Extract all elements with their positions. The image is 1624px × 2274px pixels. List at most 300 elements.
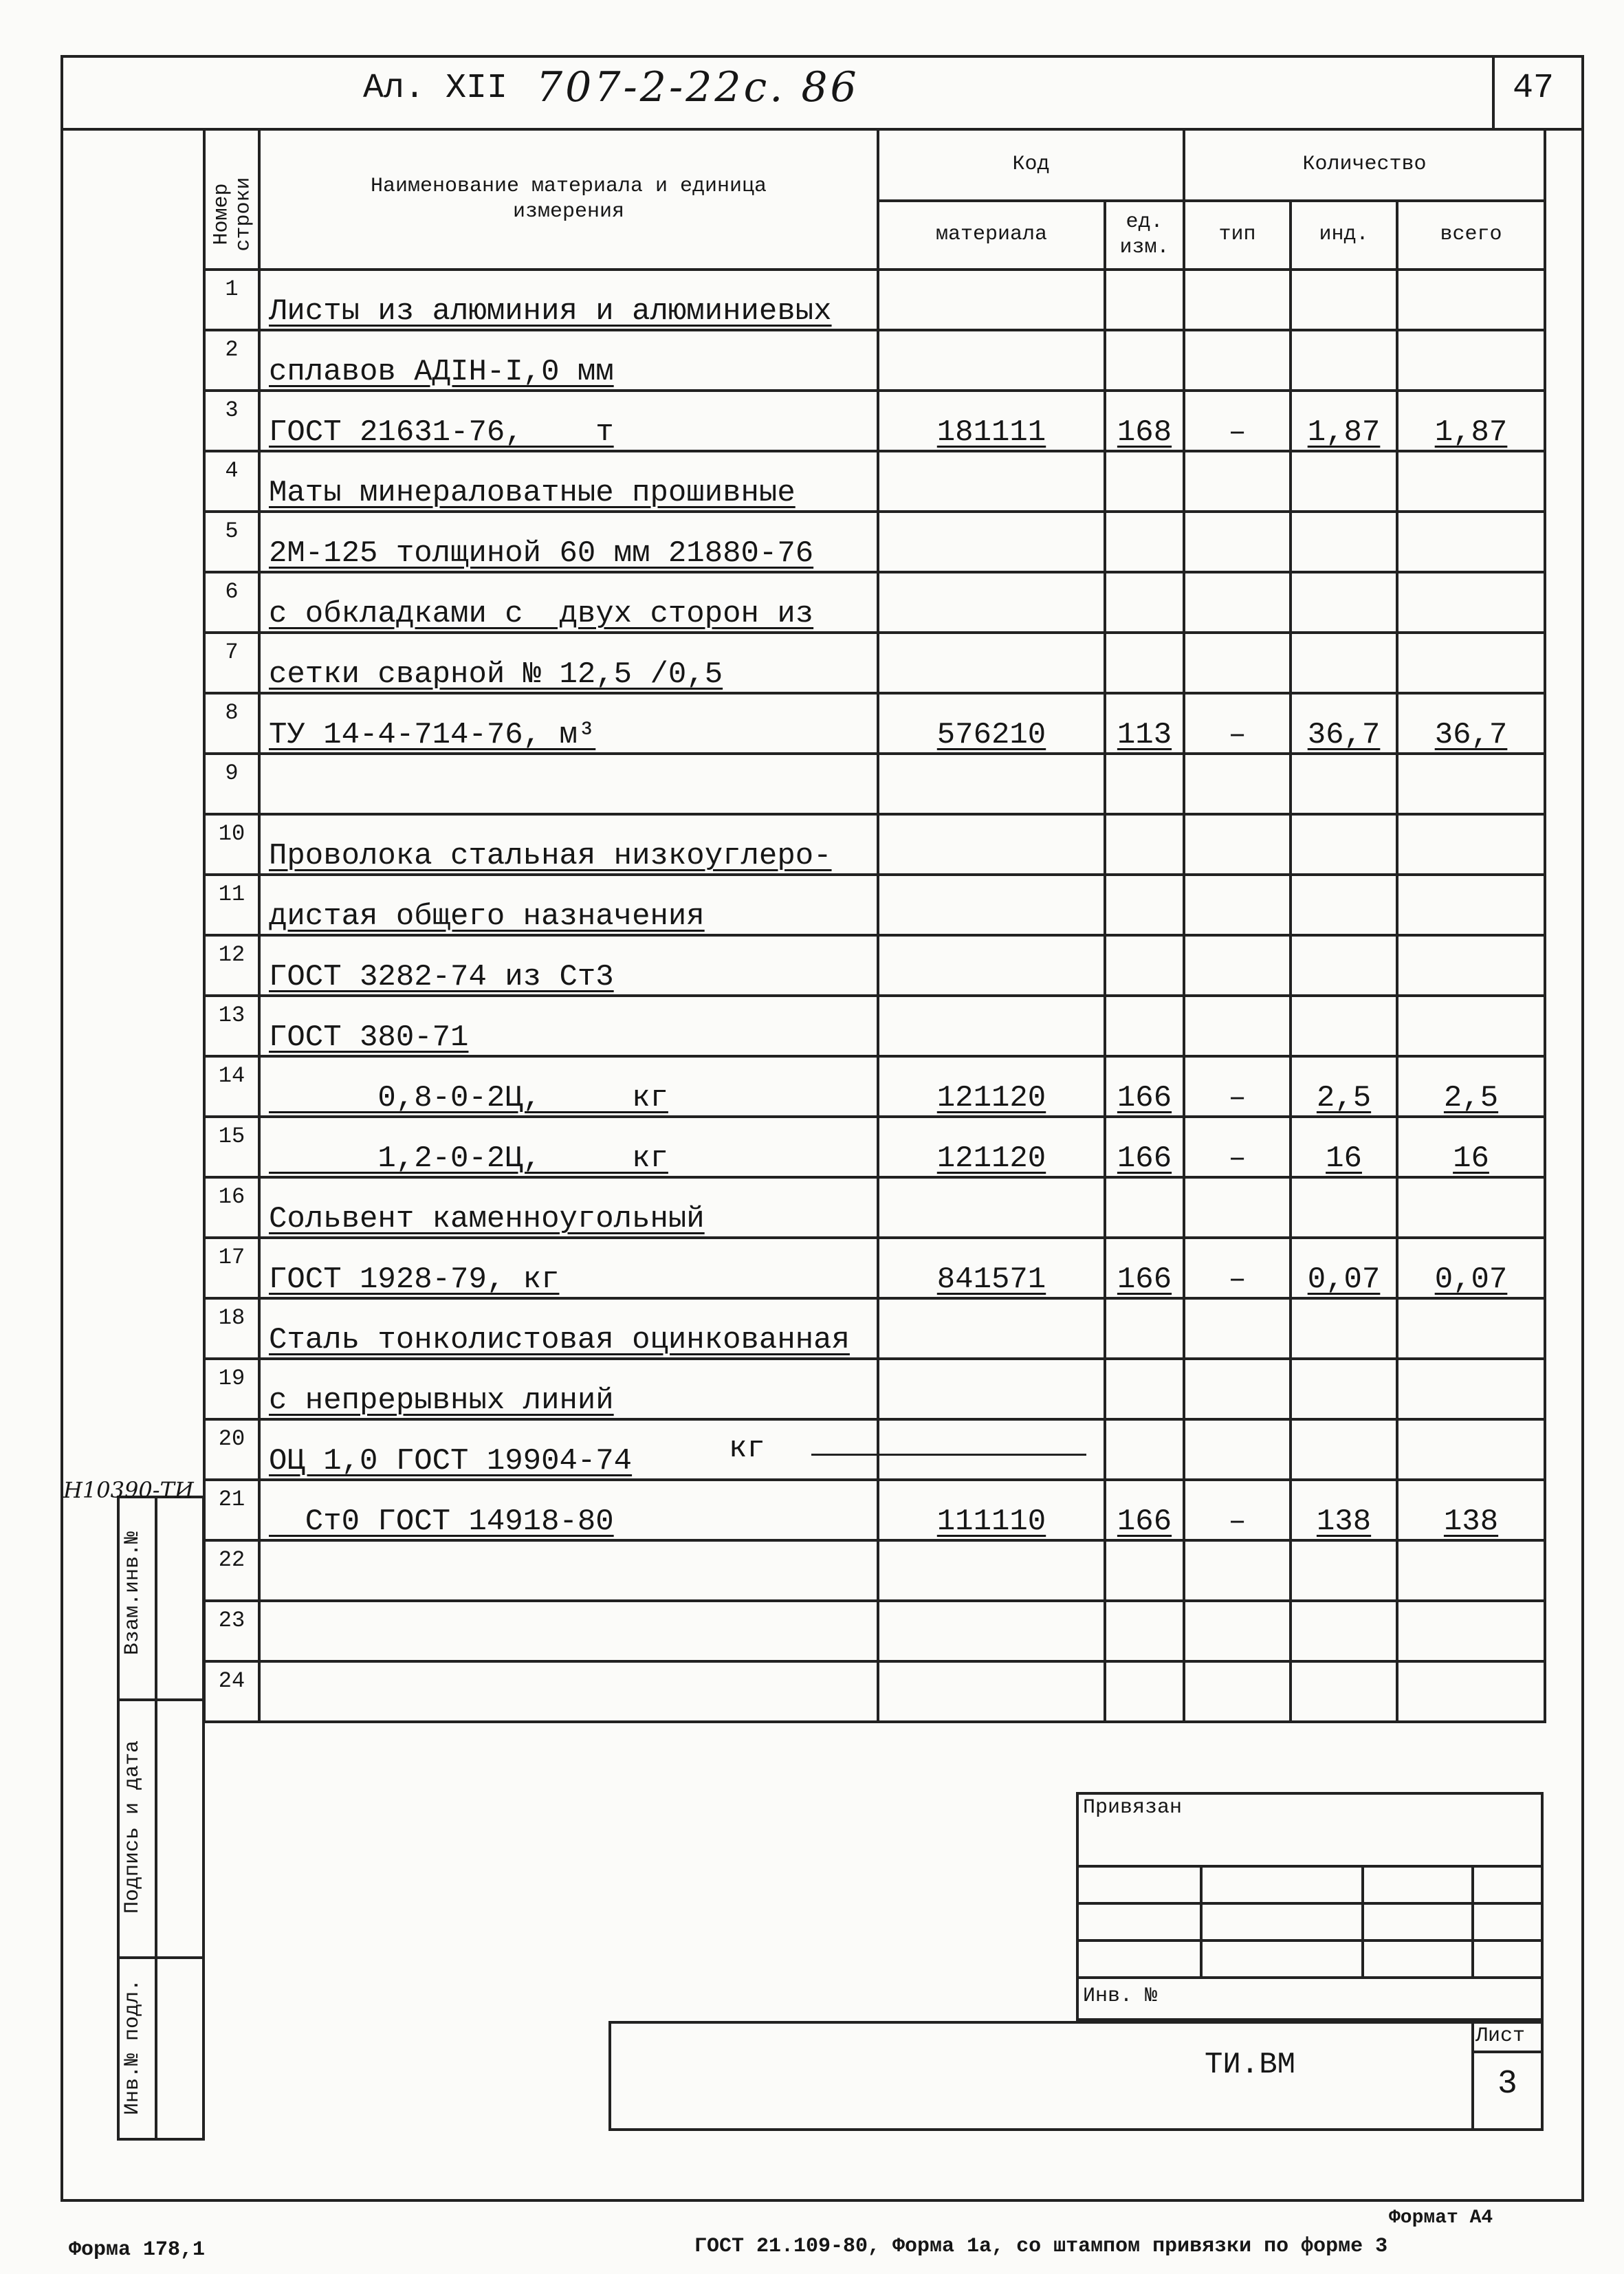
qty-ind-cell [1291,1359,1397,1419]
material-name-cell [259,1661,878,1722]
row-number: 13 [218,1003,245,1028]
row-number: 11 [218,882,245,907]
material-code-cell [878,935,1105,996]
gost-footer: ГОСТ 21.109-80, Форма 1а, со штампом привязки по форме 3 [694,2235,1388,2258]
row-number: 9 [225,761,239,786]
binding-stamp-col-3 [1471,1865,1474,1976]
material-name-cell [259,1177,878,1238]
material-code-cell [878,1117,1105,1177]
privyazan-label: Привязан [1083,1796,1183,1819]
qty-ind-cell [1291,1480,1397,1540]
material-name: сплавов АДIН-I,0 мм [269,355,614,389]
material-name-cell [259,814,878,875]
row-number: 7 [225,639,239,665]
code-header-label: Код [1012,153,1050,177]
qty-total: 36,7 [1434,718,1508,752]
header-page-divider [1492,55,1495,128]
qty-ind-cell [1291,1601,1397,1661]
qty-total: 138 [1443,1505,1499,1539]
table-row [204,391,1545,451]
row20-unit-line [811,1454,1086,1456]
qty-total-cell [1397,1601,1545,1661]
quantity-header-label: Количество [1302,153,1427,177]
row-number-cell [204,1238,259,1298]
material-name: Сольвент каменноугольный [269,1202,705,1236]
qty-total-cell [1397,270,1545,330]
qty-total-cell [1397,1056,1545,1117]
table-row [204,1480,1545,1540]
qty-type-cell [1184,1056,1291,1117]
qty-type-cell [1184,1480,1291,1540]
material-code-cell [878,330,1105,391]
material-name: Ст0 ГОСТ 14918-80 [269,1505,614,1539]
qty-type-cell [1184,1238,1291,1298]
material-name: 1,2-0-2Ц, кг [269,1141,668,1176]
material-name: сетки сварной № 12,5 /0,5 [269,657,723,692]
material-name-cell [259,1298,878,1359]
unit-code-cell [1105,330,1184,391]
title-stamp-sheet-line [1471,2051,1544,2053]
qty-ind-cell [1291,633,1397,693]
qty-ind-cell [1291,1419,1397,1480]
material-name-cell [259,754,878,814]
qty-type: – [1228,1081,1247,1115]
qty-type-cell [1184,572,1291,633]
unit-code-cell [1105,996,1184,1056]
sheet-page-number: 47 [1513,69,1555,108]
qty-ind: 138 [1316,1505,1372,1539]
qty-type-cell [1184,875,1291,935]
material-name-cell [259,935,878,996]
row-number-cell [204,1601,259,1661]
material-code-cell [878,996,1105,1056]
unit-code-cell [1105,1540,1184,1601]
qty-type-cell [1184,996,1291,1056]
material-name-cell [259,451,878,512]
qty-ind-cell [1291,935,1397,996]
qty-total-cell [1397,1480,1545,1540]
qty-type-cell [1184,1419,1291,1480]
binding-stamp-line-4 [1076,1976,1544,1979]
qty-type-label: тип [1218,223,1256,247]
qty-total-cell [1397,1661,1545,1722]
material-name: Листы из алюминия и алюминиевых [269,294,832,329]
qty-ind-cell [1291,1056,1397,1117]
name-header-label: Наименование материала и единица измерения [370,174,767,223]
material-code: 121120 [936,1081,1046,1115]
title-stamp-sheet-divider [1471,2021,1474,2131]
row-number-cell [204,270,259,330]
unit-code-cell [1105,935,1184,996]
row-number: 4 [225,458,239,483]
inv-podl-label: Инв.№ подл. [121,1978,144,2116]
qty-type-cell [1184,814,1291,875]
qty-type-cell [1184,1177,1291,1238]
material-name-cell [259,512,878,572]
qty-total: 1,87 [1434,415,1508,450]
unit-code-cell [1105,512,1184,572]
material-name-cell [259,330,878,391]
qty-ind-cell [1291,512,1397,572]
material-name-cell [259,391,878,451]
row-number-cell [204,1480,259,1540]
row-number-cell [204,572,259,633]
row-number: 18 [218,1305,245,1331]
qty-total-cell [1397,1238,1545,1298]
unit-code-cell [1105,633,1184,693]
qty-total-cell [1397,875,1545,935]
row-number-cell [204,330,259,391]
material-name-cell [259,270,878,330]
qty-total: 16 [1453,1141,1489,1176]
qty-ind: 1,87 [1307,415,1381,450]
table-row [204,1298,1545,1359]
specification-table [203,128,1546,1723]
table-row [204,1177,1545,1238]
qty-type-cell [1184,754,1291,814]
qty-total-cell [1397,512,1545,572]
qty-total-cell [1397,391,1545,451]
table-row [204,1359,1545,1419]
table-row [204,1540,1545,1601]
qty-type: – [1228,718,1247,752]
document-code: ТИ.ВМ [1205,2048,1296,2082]
table-row [204,875,1545,935]
row-number-cell [204,1419,259,1480]
material-name: 0,8-0-2Ц, кг [269,1081,668,1115]
album-label: Ал. XII [363,69,508,108]
title-stamp [608,2021,1544,2131]
row-number: 16 [218,1184,245,1210]
qty-total-cell [1397,1177,1545,1238]
row-number: 12 [218,942,245,967]
unit-code-cell [1105,1117,1184,1177]
material-name-cell [259,572,878,633]
qty-total-cell [1397,451,1545,512]
material-name-cell [259,1359,878,1419]
material-code-cell [878,512,1105,572]
list-number: 3 [1497,2066,1517,2103]
qty-type-header [1184,201,1291,270]
table-row [204,1238,1545,1298]
material-name: Сталь тонколистовая оцинкованная [269,1323,850,1357]
qty-ind-cell [1291,391,1397,451]
unit-code: 113 [1117,718,1172,752]
unit-code-cell [1105,1238,1184,1298]
unit-code-cell [1105,391,1184,451]
qty-ind-cell [1291,1661,1397,1722]
qty-ind-cell [1291,996,1397,1056]
material-name: ГОСТ 1928-79, кг [269,1262,560,1297]
row-number-cell [204,814,259,875]
table-row [204,572,1545,633]
unit-code-cell [1105,1056,1184,1117]
qty-type-cell [1184,270,1291,330]
handwritten-reference: Н10390-ТИ [63,1477,194,1503]
qty-total-cell [1397,693,1545,754]
unit-code-cell [1105,1661,1184,1722]
table-row [204,814,1545,875]
binding-stamp-col-2 [1361,1865,1364,1976]
row-number: 1 [225,276,239,302]
unit-code: 166 [1117,1081,1172,1115]
qty-ind: 16 [1326,1141,1362,1176]
qty-type-cell [1184,633,1291,693]
qty-total-cell [1397,1419,1545,1480]
table-row [204,1117,1545,1177]
material-name-cell [259,1540,878,1601]
unit-code-cell [1105,875,1184,935]
podpis-data-label: Подпись и дата [121,1740,144,1914]
unit-code-cell [1105,1298,1184,1359]
material-code-cell [878,1238,1105,1298]
material-code: 181111 [936,415,1046,450]
qty-total: 0,07 [1434,1262,1508,1297]
material-name-cell [259,1117,878,1177]
qty-type-cell [1184,1661,1291,1722]
qty-type: – [1228,1262,1247,1297]
qty-total-cell [1397,1117,1545,1177]
row-number-cell [204,1661,259,1722]
material-code-cell [878,875,1105,935]
qty-total-label: всего [1440,223,1502,247]
code-unit-label: ед. изм. [1119,210,1170,259]
row-number: 8 [225,700,239,725]
side-stamp-divider [155,1496,157,2141]
row-number: 10 [218,821,245,846]
row-number-cell [204,1359,259,1419]
material-name-cell [259,875,878,935]
unit-code-cell [1105,270,1184,330]
vzam-inv-label: Взам.инв.№ [121,1531,144,1656]
side-stamp-sep-2 [117,1956,205,1959]
qty-ind-cell [1291,1298,1397,1359]
unit-code-cell [1105,572,1184,633]
qty-ind-cell [1291,754,1397,814]
qty-type: – [1228,1505,1247,1539]
table-row [204,693,1545,754]
list-label: Лист [1475,2024,1526,2048]
table-row [204,633,1545,693]
material-name-cell [259,693,878,754]
qty-total-cell [1397,935,1545,996]
unit-code-cell [1105,1601,1184,1661]
table-row [204,1661,1545,1722]
row-number-cell [204,512,259,572]
row-number-cell [204,1540,259,1601]
row-number: 14 [218,1063,245,1089]
material-name-cell [259,1601,878,1661]
row-number: 20 [218,1426,245,1452]
qty-ind-cell [1291,1540,1397,1601]
qty-type-cell [1184,693,1291,754]
qty-total-cell [1397,572,1545,633]
unit-code-cell [1105,693,1184,754]
row-number: 24 [218,1668,245,1694]
code-material-header [878,201,1105,270]
row-number: 3 [225,397,239,423]
qty-ind: 36,7 [1307,718,1381,752]
qty-type-cell [1184,1298,1291,1359]
material-code: 111110 [936,1505,1046,1539]
row-number: 2 [225,337,239,362]
side-stamp-sep-1 [117,1698,205,1701]
qty-ind-label: инд. [1319,223,1369,247]
material-name: ГОСТ 380-71 [269,1020,469,1055]
row-number-header-label: Номер строки [210,177,255,252]
quantity-header [1184,129,1545,201]
material-name: 2М-125 толщиной 60 мм 21880-76 [269,536,814,571]
material-name: ГОСТ 21631-76, т [269,415,614,450]
project-number: 707-2-22с. 86 [536,63,859,111]
material-name: Маты минераловатные прошивные [269,476,795,510]
material-code-cell [878,1601,1105,1661]
qty-type-cell [1184,451,1291,512]
unit-code-cell [1105,754,1184,814]
row-number-cell [204,754,259,814]
table-row [204,1601,1545,1661]
material-name: Проволока стальная низкоуглеро- [269,839,832,873]
unit-code: 168 [1117,415,1172,450]
qty-ind-cell [1291,875,1397,935]
binding-stamp-col-1 [1200,1865,1203,1976]
row-number-cell [204,935,259,996]
material-code-cell [878,451,1105,512]
material-code-cell [878,1540,1105,1601]
material-code-cell [878,1056,1105,1117]
material-name-cell [259,1419,878,1480]
table-row [204,270,1545,330]
material-code-cell [878,814,1105,875]
unit-code: 166 [1117,1141,1172,1176]
qty-ind-cell [1291,1238,1397,1298]
row-number: 15 [218,1124,245,1149]
qty-total-cell [1397,330,1545,391]
name-header [259,129,878,270]
qty-ind-cell [1291,572,1397,633]
format-label: Формат А4 [1389,2207,1493,2229]
unit-code-cell [1105,1480,1184,1540]
qty-ind-cell [1291,330,1397,391]
row-number: 5 [225,518,239,544]
material-code-cell [878,693,1105,754]
qty-ind-cell [1291,451,1397,512]
qty-type-cell [1184,512,1291,572]
qty-total-cell [1397,996,1545,1056]
material-name-cell [259,1238,878,1298]
row-number-cell [204,633,259,693]
unit-code: 166 [1117,1505,1172,1539]
material-code: 121120 [936,1141,1046,1176]
row-number-cell [204,451,259,512]
unit-code-cell [1105,1359,1184,1419]
table-row [204,512,1545,572]
qty-total-cell [1397,754,1545,814]
row-number-header [204,129,259,270]
row-number: 23 [218,1608,245,1633]
table-row [204,996,1545,1056]
table-row [204,451,1545,512]
row-number-cell [204,1177,259,1238]
qty-ind-cell [1291,693,1397,754]
qty-ind-cell [1291,1117,1397,1177]
qty-ind-header [1291,201,1397,270]
qty-total-cell [1397,633,1545,693]
material-name: с обкладками с двух сторон из [269,597,814,631]
qty-total-cell [1397,1540,1545,1601]
qty-ind: 0,07 [1307,1262,1381,1297]
qty-total-header [1397,201,1545,270]
table-row [204,754,1545,814]
qty-type-cell [1184,330,1291,391]
qty-ind-cell [1291,814,1397,875]
qty-ind-cell [1291,270,1397,330]
material-code: 576210 [936,718,1046,752]
row-number-cell [204,693,259,754]
material-code-cell [878,1359,1105,1419]
qty-total: 2,5 [1443,1081,1499,1115]
binding-line [61,128,62,802]
specification-rows [204,270,1545,1722]
material-code-cell [878,754,1105,814]
row-number: 17 [218,1245,245,1270]
row-number-cell [204,996,259,1056]
row-number-cell [204,391,259,451]
unit-code-cell [1105,814,1184,875]
material-name: ТУ 14-4-714-76, м³ [269,718,596,752]
row-number-cell [204,875,259,935]
qty-type-cell [1184,1359,1291,1419]
table-row [204,330,1545,391]
code-header [878,129,1184,201]
material-code: 841571 [936,1262,1046,1297]
unit-code-cell [1105,1419,1184,1480]
material-name: ОЦ 1,0 ГОСТ 19904-74 [269,1444,633,1478]
qty-type: – [1228,415,1247,450]
row-number-cell [204,1117,259,1177]
qty-type-cell [1184,1117,1291,1177]
qty-ind-cell [1291,1177,1397,1238]
code-material-label: материала [935,223,1048,247]
code-unit-header [1105,201,1184,270]
material-name-cell [259,1480,878,1540]
material-name-cell [259,1056,878,1117]
material-code-cell [878,633,1105,693]
table-row [204,935,1545,996]
table-row [204,1419,1545,1480]
row-number: 19 [218,1366,245,1391]
inv-no-label: Инв. № [1083,1985,1158,2008]
material-code-cell [878,391,1105,451]
material-code-cell [878,572,1105,633]
form-label: Форма 178,1 [69,2238,206,2262]
row-number: 22 [218,1547,245,1573]
row20-unit: кг [729,1432,765,1466]
material-name: с непрерывных линий [269,1384,614,1418]
material-code-cell [878,1177,1105,1238]
material-code-cell [878,1480,1105,1540]
material-code-cell [878,1298,1105,1359]
unit-code: 166 [1117,1262,1172,1297]
material-name-cell [259,633,878,693]
row-number: 21 [218,1487,245,1512]
qty-ind: 2,5 [1316,1081,1372,1115]
row-number: 6 [225,579,239,604]
material-name: ГОСТ 3282-74 из Ст3 [269,960,614,994]
qty-type: – [1228,1141,1247,1176]
unit-code-cell [1105,451,1184,512]
material-code-cell [878,270,1105,330]
